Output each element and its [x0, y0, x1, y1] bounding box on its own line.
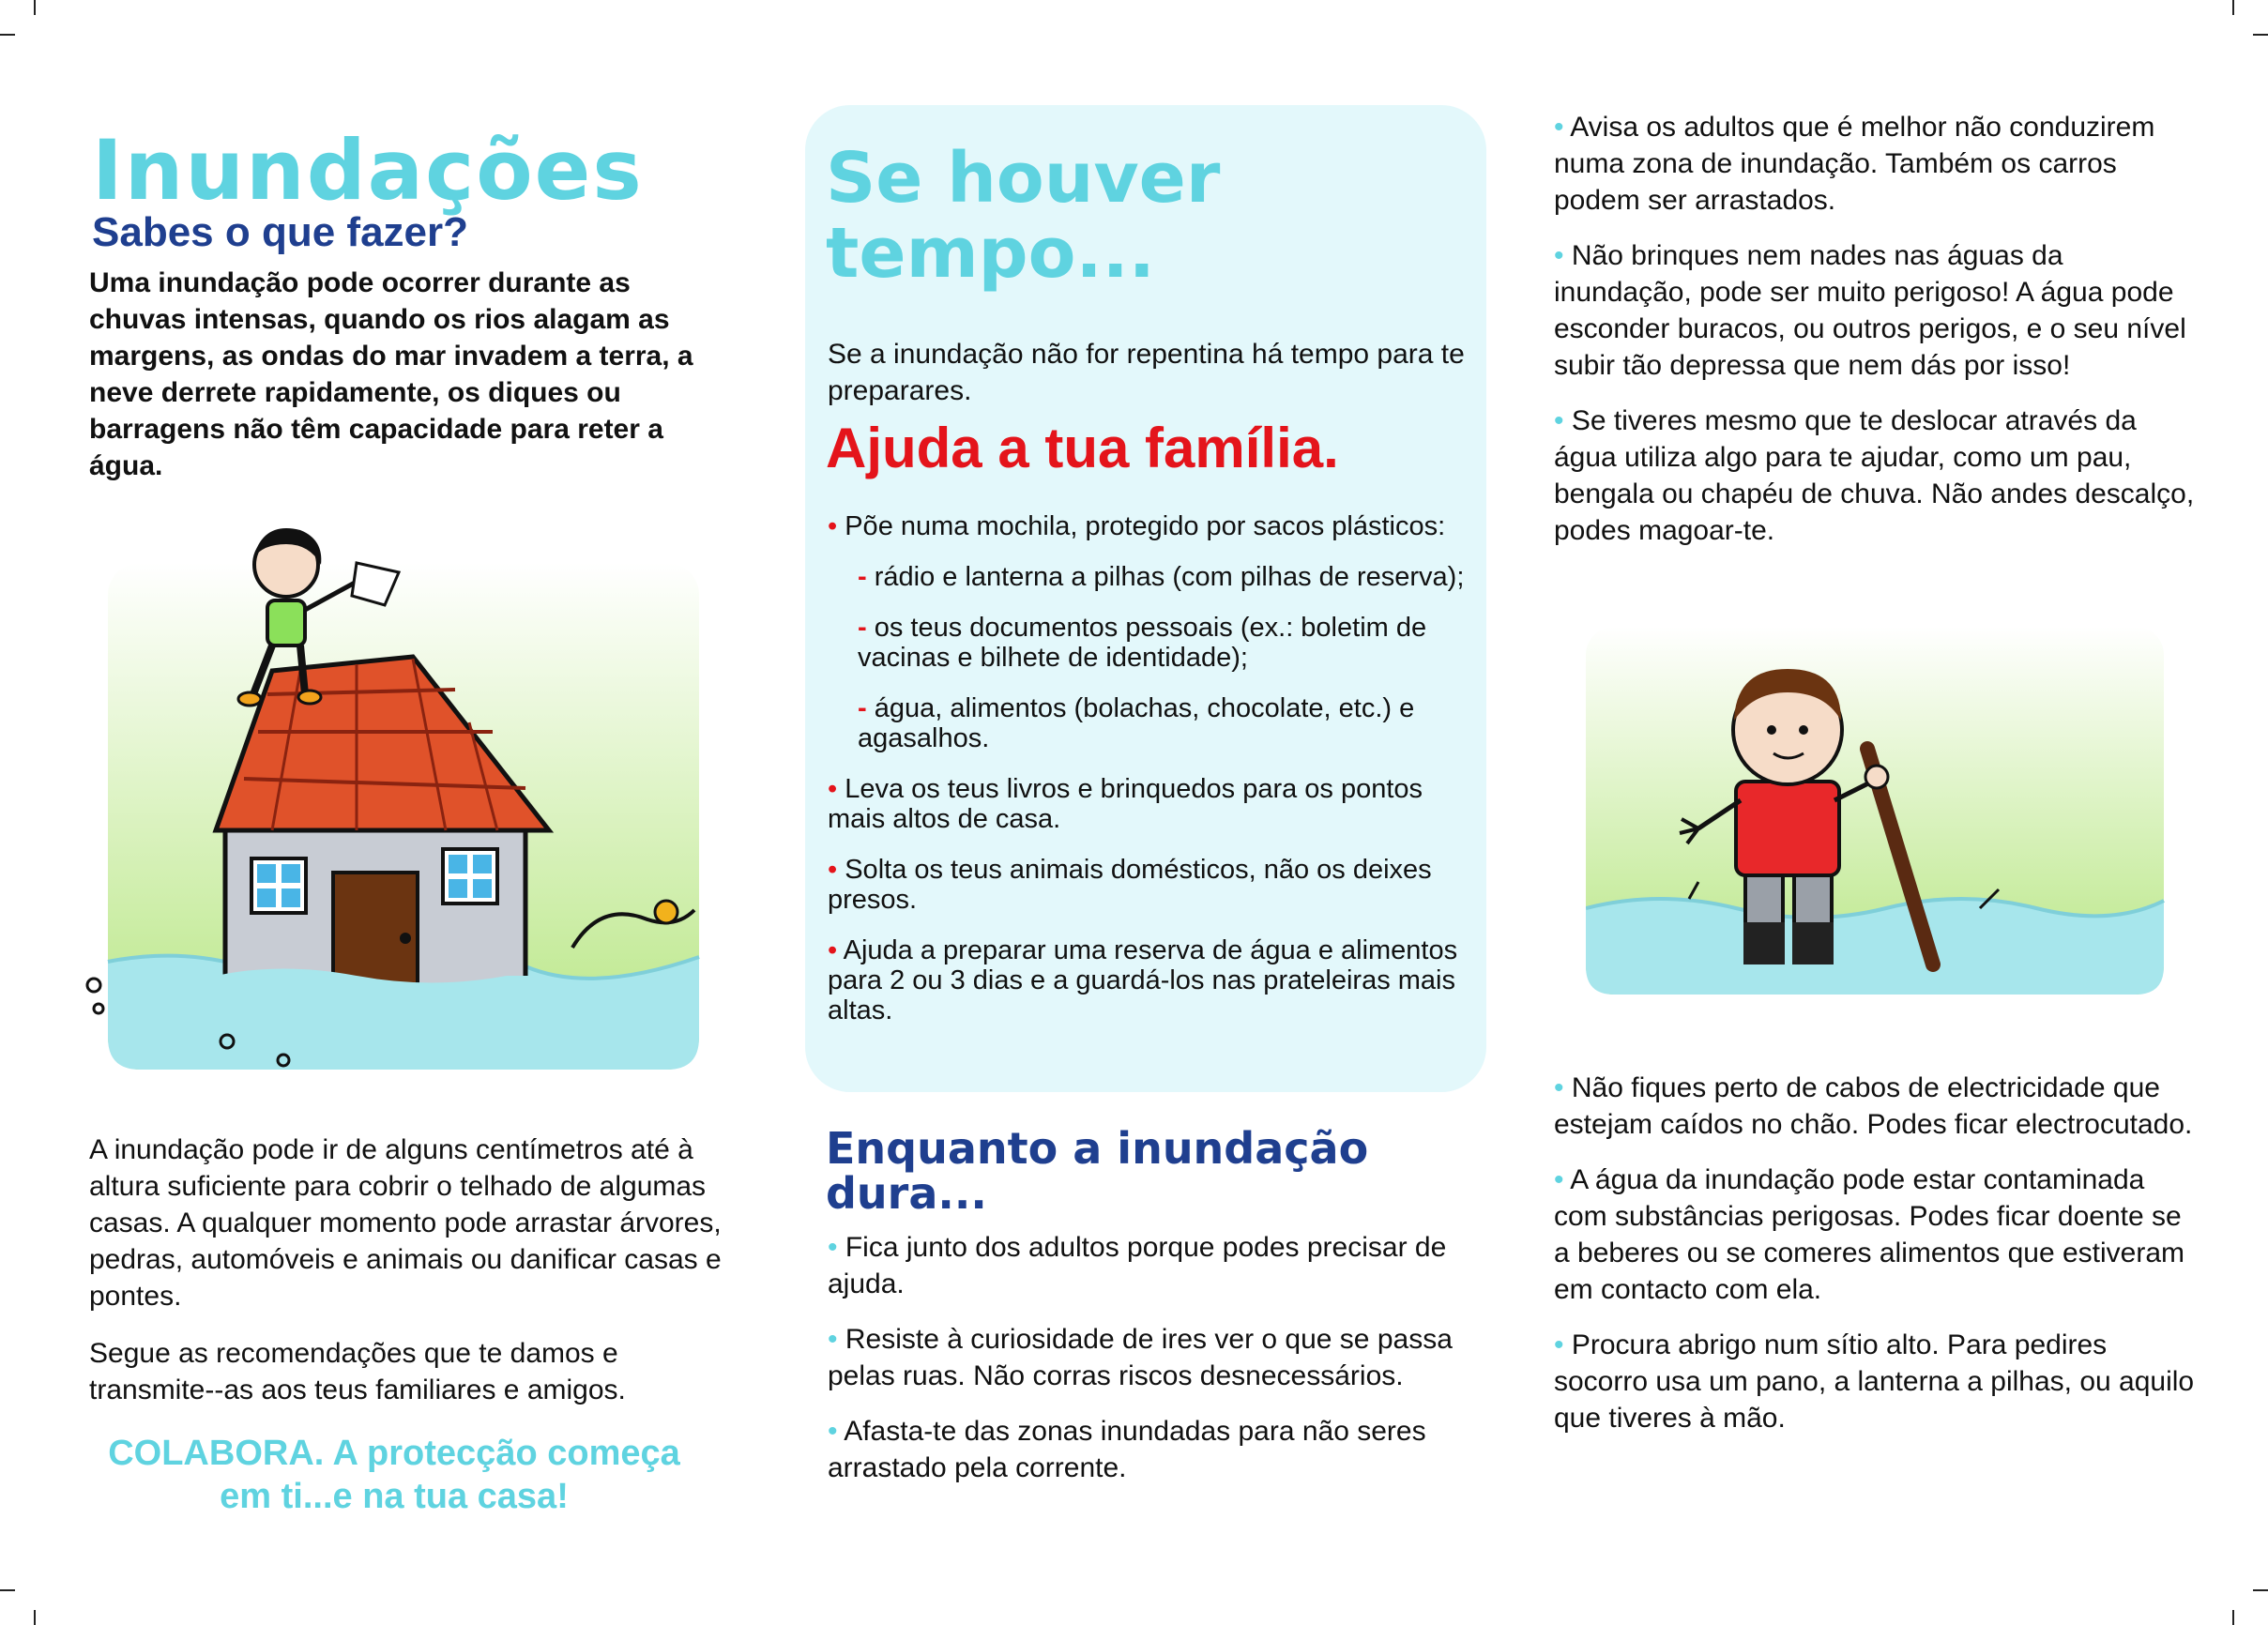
section-title-preparation: [826, 138, 1221, 294]
list-item-text: rádio e lanterna a pilhas (com pilhas de reserva);: [874, 562, 1465, 592]
list-item-text: Fica junto dos adultos porque podes precisar de ajuda.: [828, 1232, 1447, 1299]
list-item-text: Se tiveres mesmo que te deslocar através da água utiliza algo para te ajudar, como um pau, bengala ou chapéu de chuva. Não andes descalço, podes magoar-te.: [1554, 405, 2195, 546]
bullet: •: [1554, 240, 1564, 271]
page-title: Inundações: [92, 122, 644, 219]
bullet: •: [828, 935, 838, 965]
paragraph: A inundação pode ir de alguns centímetros até à altura suficiente para cobrir o telhado de algumas casas. A qualquer momento pode arrastar árvores, pedras, automóveis e animais ou danificar casas e pontes.: [89, 1134, 722, 1312]
crop-mark: [2232, 0, 2234, 15]
bullet: •: [828, 774, 838, 804]
list-subitem: [858, 562, 1475, 592]
list-item-text: Ajuda a preparar uma reserva de água e alimentos para 2 ou 3 dias e a guardá-los nas prateleiras mais altas.: [828, 935, 1458, 1025]
bullet: •: [1554, 1072, 1564, 1103]
crop-mark: [2253, 34, 2268, 36]
dash: -: [858, 693, 867, 723]
bullet: •: [1554, 112, 1564, 143]
list-item-text: Põe numa mochila, protegido por sacos plásticos:: [845, 511, 1446, 541]
slogan-line: em ti...e na tua casa!: [220, 1477, 569, 1516]
list-item: [1554, 402, 2201, 549]
title-line: Se houver: [826, 138, 1221, 219]
list-item-text: os teus documentos pessoais (ex.: boletim de vacinas e bilhete de identidade);: [858, 613, 1427, 673]
list-item: [1554, 237, 2201, 384]
list-item-text: Procura abrigo num sítio alto. Para pedires socorro usa um pano, a lanterna a pilhas, ou aquilo que tiveres à mão.: [1554, 1329, 2195, 1434]
flood-description: [89, 1131, 727, 1429]
title-line: Enquanto a inundação: [826, 1123, 1369, 1174]
bullet: •: [828, 1416, 838, 1447]
list-item: [1554, 109, 2201, 219]
list-item: [828, 855, 1475, 915]
family-headline: Ajuda a tua família.: [826, 417, 1339, 479]
list-item: [828, 1413, 1475, 1486]
list-item: [828, 1321, 1475, 1394]
section-title-during: [826, 1123, 1369, 1219]
paragraph: Segue as recomendações que te damos e transmite--as aos teus familiares e amigos.: [89, 1338, 626, 1405]
crop-mark: [34, 1610, 36, 1625]
bullet: •: [828, 855, 838, 885]
bullet: •: [828, 1232, 838, 1263]
crop-mark: [0, 34, 15, 36]
title-line: tempo...: [826, 213, 1155, 294]
crop-mark: [2253, 1589, 2268, 1591]
list-item-text: Avisa os adultos que é melhor não conduzirem numa zona de inundação. Também os carros podem ser arrastados.: [1554, 112, 2155, 216]
bullet: •: [1554, 1164, 1564, 1195]
list-item-text: Leva os teus livros e brinquedos para os pontos mais altos de casa.: [828, 774, 1423, 834]
list-item-text: A água da inundação pode estar contaminada com substâncias perigosas. Podes ficar doente se a beberes ou se comeres alimentos que estiveram em contacto com ela.: [1554, 1164, 2185, 1305]
list-item: [828, 1229, 1475, 1302]
list-item: [828, 774, 1475, 834]
tips-list-top: [1554, 109, 2201, 568]
list-item-text: Solta os teus animais domésticos, não os deixes presos.: [828, 855, 1432, 915]
list-item: [828, 935, 1475, 1025]
house-flood-illustration: [75, 507, 713, 1088]
boy-wading-illustration: [1586, 627, 2168, 1002]
list-subitem: [858, 693, 1475, 753]
tips-list-bottom: [1554, 1070, 2201, 1455]
dash: -: [858, 562, 867, 592]
list-item-text: Não brinques nem nades nas águas da inundação, pode ser muito perigoso! A água pode esconder buracos, ou outros perigos, e o seu nível subir tão depressa que nem dás por isso!: [1554, 240, 2186, 381]
bullet: •: [828, 1324, 838, 1355]
list-item-text: Resiste à curiosidade de ires ver o que se passa pelas ruas. Não corras riscos desnecessários.: [828, 1324, 1453, 1391]
list-item: [1554, 1162, 2201, 1308]
list-item: [1554, 1070, 2201, 1143]
slogan-line: COLABORA. A protecção começa: [108, 1434, 680, 1473]
intro-paragraph: Uma inundação pode ocorrer durante as chuvas intensas, quando os rios alagam as margens, as ondas do mar invadem a terra, a neve derrete rapidamente, os diques ou barragens não têm capacidade para reter a água.: [89, 267, 693, 481]
list-item-text: água, alimentos (bolachas, chocolate, etc.) e agasalhos.: [858, 693, 1415, 753]
bullet: •: [828, 511, 838, 541]
bullet: •: [1554, 405, 1564, 436]
title-line: dura...: [826, 1168, 987, 1219]
dash: -: [858, 613, 867, 643]
page-subtitle: Sabes o que fazer?: [92, 209, 469, 255]
list-item-text: Não fiques perto de cabos de electricidade que estejam caídos no chão. Podes ficar electrocutado.: [1554, 1072, 2193, 1140]
crop-mark: [0, 1589, 15, 1591]
slogan: [56, 1432, 732, 1518]
bullet: •: [1554, 1329, 1564, 1360]
preparation-intro: Se a inundação não for repentina há tempo para te preparares.: [828, 339, 1465, 406]
list-subitem: [858, 613, 1475, 673]
list-item: [828, 511, 1475, 541]
crop-mark: [34, 0, 36, 15]
crop-mark: [2232, 1610, 2234, 1625]
list-item-text: Afasta-te das zonas inundadas para não seres arrastado pela corrente.: [828, 1416, 1426, 1483]
during-list: [828, 1229, 1475, 1505]
preparation-list: [828, 511, 1475, 1046]
list-item: [1554, 1327, 2201, 1436]
